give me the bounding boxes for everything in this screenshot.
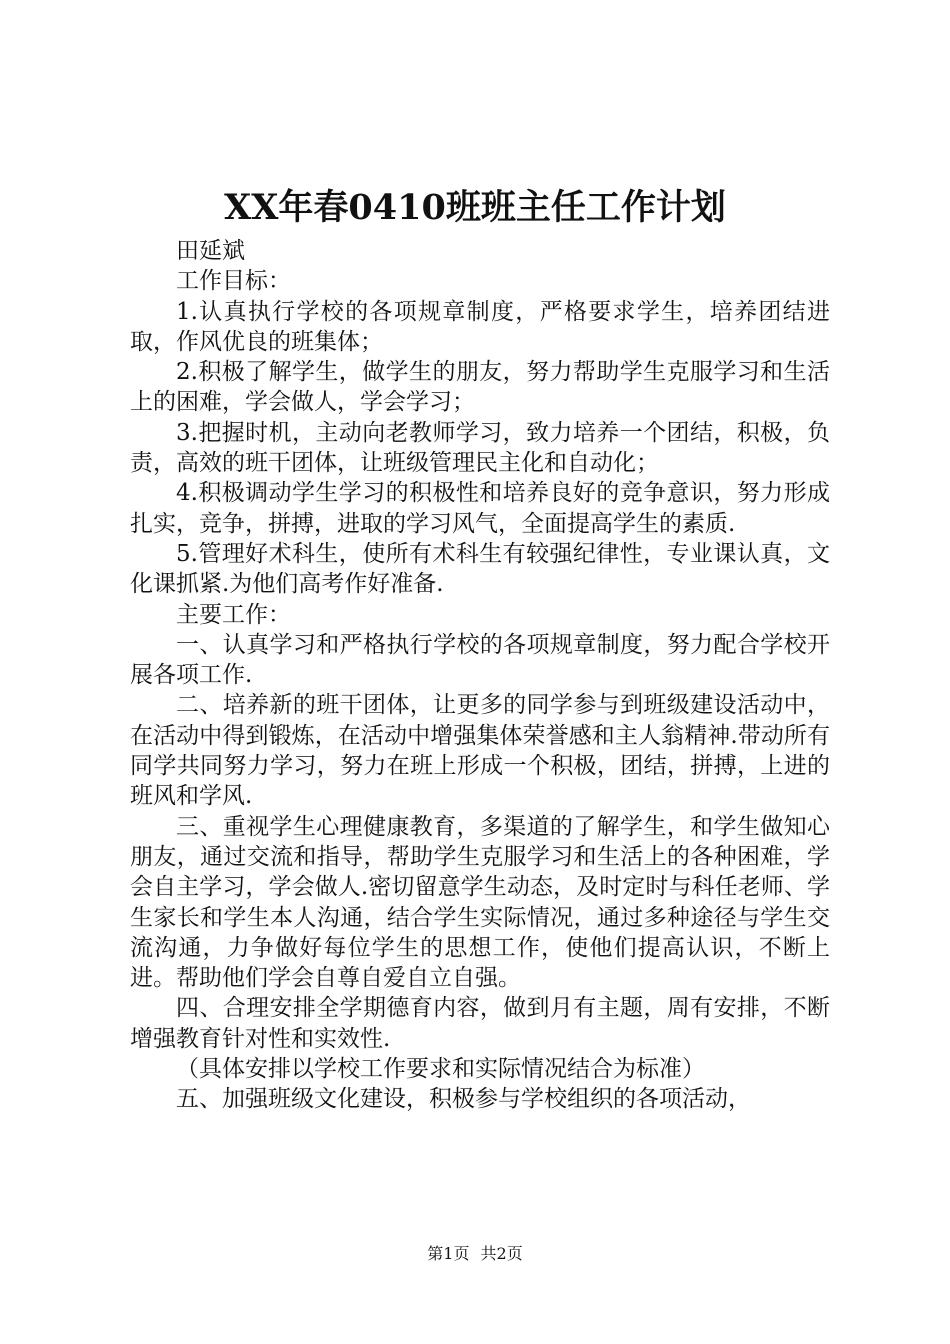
author-line: 田延斌 [176, 238, 245, 264]
work-note: （具体安排以学校工作要求和实际情况结合为标准） [176, 1056, 705, 1083]
document-body [130, 236, 830, 1115]
section-heading-main-work: 主要工作： [176, 601, 291, 628]
goal-paragraph-4: 4.积极调动学生学习的积极性和培养良好的竞争意识，努力形成扎实，竞争，拼搏，进取的学习风气，全面提高学生的素质. [130, 480, 830, 537]
goal-paragraph-1: 1.认真执行学校的各项规章制度，严格要求学生，培养团结进取，作风优良的班集体； [130, 298, 830, 355]
page-number: 第1页 [427, 1244, 470, 1263]
goal-paragraph-2: 2.积极了解学生，做学生的朋友，努力帮助学生克服学习和生活上的困难，学会做人，学会学习； [130, 359, 830, 416]
work-paragraph-1: 一、认真学习和严格执行学校的各项规章制度，努力配合学校开展各项工作. [130, 631, 830, 689]
section-heading-goals: 工作目标： [176, 268, 291, 295]
work-paragraph-3: 三、重视学生心理健康教育，多渠道的了解学生，和学生做知心朋友，通过交流和指导，帮助学生克服学习和生活上的各种困难，学会自主学习，学会做人.密切留意学生动态，及时定时与科任老师、学生家长和学生本人沟通，结合学生实际情况，通过多种途径与学生交流沟通，力争做好每位学生的思想工作，使他们提高认识，不断上进。帮助他们学会自尊自爱自立自强。 [130, 813, 830, 992]
work-paragraph-2: 二、培养新的班干团体，让更多的同学参与到班级建设活动中，在活动中得到锻炼，在活动中增强集体荣誉感和主人翁精神.带动所有同学共同努力学习，努力在班上形成一个积极，团结，拼搏，上进的班风和学风. [130, 692, 830, 810]
work-paragraph-4: 四、合理安排全学期德育内容，做到月有主题，周有安排，不断增强教育针对性和实效性. [130, 995, 830, 1052]
document-title: XX年春0410班班主任工作计划 [224, 187, 726, 228]
goal-paragraph-5: 5.管理好术科生，使所有术科生有较强纪律性，专业课认真，文化课抓紧.为他们高考作好准备. [130, 540, 830, 598]
work-paragraph-5: 五、加强班级文化建设，积极参与学校组织的各项活动， [176, 1086, 751, 1113]
page-footer [0, 1242, 950, 1266]
page-total: 共2页 [480, 1244, 523, 1263]
goal-paragraph-3: 3.把握时机，主动向老教师学习，致力培养一个团结，积极，负责，高效的班干团体，让班级管理民主化和自动化； [130, 419, 830, 477]
